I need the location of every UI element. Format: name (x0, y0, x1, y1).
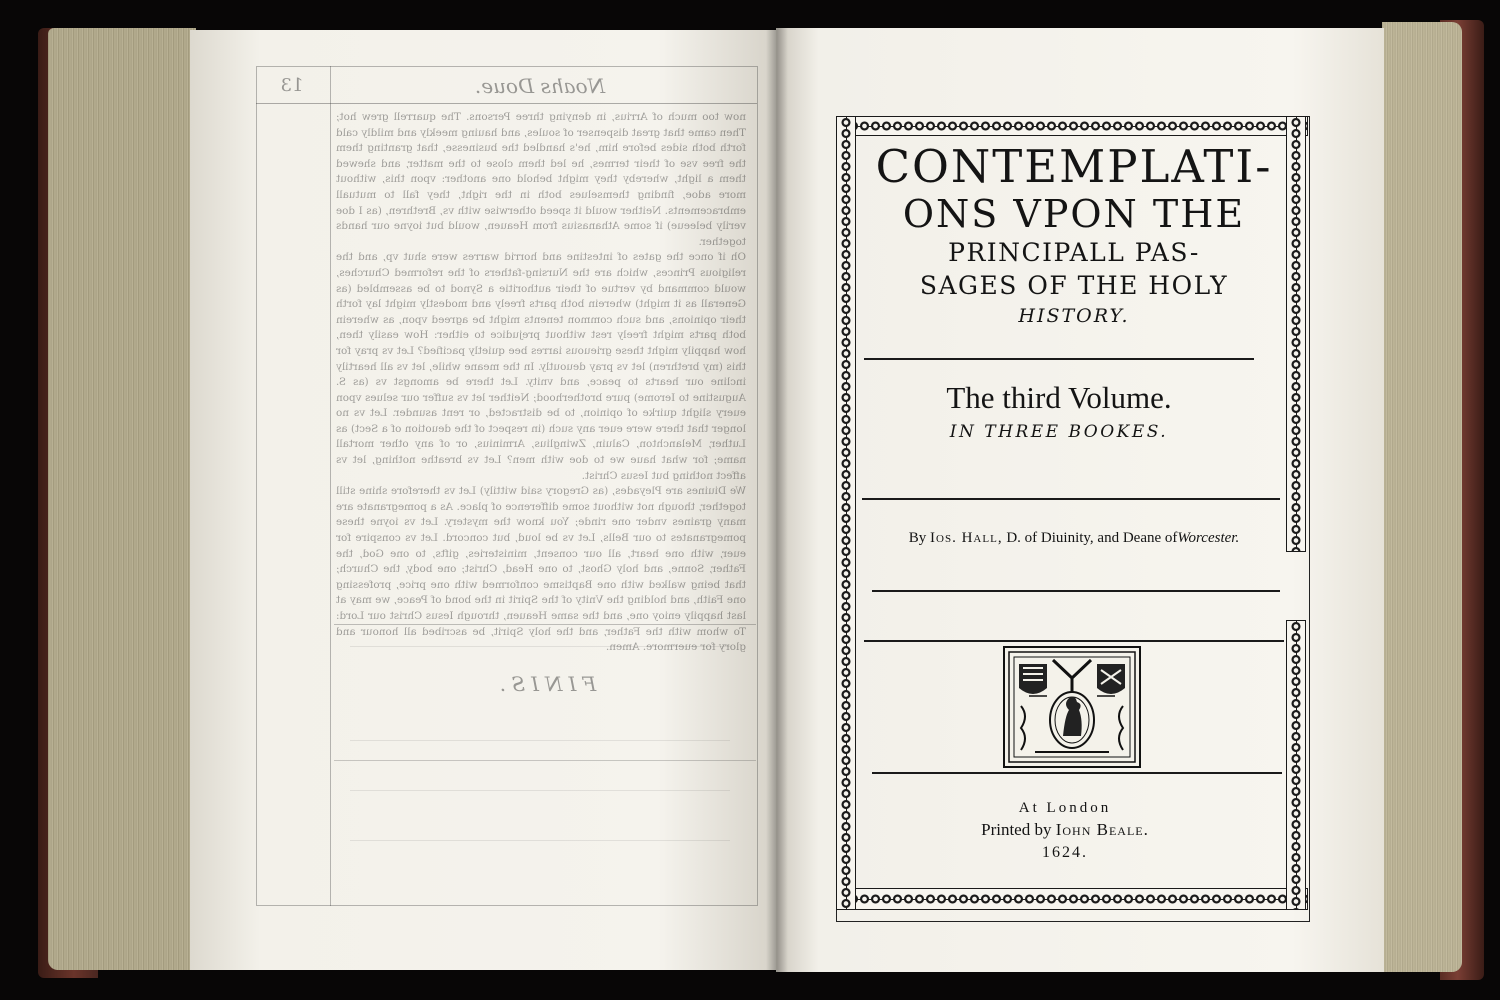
left-page-paragraph: now too much of Arrius, in denying three Persons. The quarrell grew hot; Then came that great dispenser of soules, and hauing meekly and mildly cald forth both sides before him, he's handled the businesse, that granting them the free vse of their termes, he led them close to the matter, and shewed them a light, whereby they might behold one another: vpon this, without more adoe, finding themselues both in the right, they fall to mutuall embracements. Neither would it speed otherwise with vs, Brethren, (as I doe verily beleeue) if some Athanasius from Heauen, would but ioyne our hands together. (336, 111, 746, 248)
title-line: HISTORY. (1018, 305, 1130, 327)
author-degree: D. of Diuinity, and Deane of (1006, 530, 1178, 546)
volume-statement: The third Volume. (946, 380, 1172, 415)
imprint (900, 798, 1230, 864)
divider-rule (864, 358, 1254, 360)
imprint-city: At London (1018, 800, 1112, 816)
ornamental-border-left (836, 116, 856, 910)
left-page-header-rule (256, 103, 757, 104)
printers-device-icon (1003, 646, 1141, 768)
left-page-running-head: Noahs Doue. (474, 74, 606, 98)
divider-rule (862, 498, 1280, 500)
page-edges-left (48, 28, 196, 970)
left-page-margin-rule (330, 66, 331, 906)
ornamental-border-right-upper (1286, 116, 1306, 552)
imprint-printer: Iohn Beale. (1055, 820, 1149, 839)
title-line: ONS VPON THE (902, 192, 1246, 236)
title-line: PRINCIPALL PAS- (948, 238, 1200, 267)
title-line: SAGES OF THE HOLY (919, 271, 1229, 300)
left-page-paragraph: Oh if once the gates of intestine and horrid warres were shut vp, and the religious Princes, which are the Nursing-fathers of the reformed Churches, would command by vertue of their authoritie a Synod to be assembled (as Generall as it might) wherein both parts freely and modestly might lay forth their opinions, and such common tenents might be agreed vpon, as wherein both parts might freely rest without prejudice to either: How easily then, how happily might these grieuous iarres bee quietly pacified? Let vs pray for this (my brethren) let vs pray deuoutly. In the meane while, let vs all heartily incline our hearts to peace, and vnity. Let there be amongst vs (as S. Augustine to Ierome) pure brotherhood; Neither let vs suffer our selues vpon euery slight quirke of opinion, to be distracted, or rent asunder. Let vs no longer that there were euer any such (in respect of the deuotion of a Sect) as Luther, Melanchton, Caluin, Zwinglius, Arminius, or of any other mortall name; for what haue we to doe with men? Let vs breathe nothing, let vs affect nothing but Iesus Christ. (336, 251, 746, 482)
author-by: By (908, 530, 927, 546)
imprint-year: 1624. (1042, 844, 1088, 861)
author-place: Worcester. (1177, 530, 1240, 546)
left-page-paragraph: We Diuines are Pleyades, (as Gregory said wittily) Let vs therefore shine still together, though not without some difference of place. As a pomegranate are many graines vnder one rinde; You know the mystery. Let vs ioyne these pomegranates to our Bells, Let vs be loud, but concord. Let vs conspire for euer, with one heart, all our consent, ministeries, gifts, to one God, the Father, Sonne, and holy Ghost, to one Head, Christ; one body, the Church; that being walked with one Baptisme conformed with one price, professing one Faith, and holding the Vnity of the Spirit in the bond of Peace, we may at last happily enioy one, and the same Heauen, through Iesus Christ our Lord: To whom with the Father, and the holy Spirit, be ascribed all honour and glory for euermore. Amen. (336, 485, 746, 654)
left-page-show-through-rule (334, 760, 756, 761)
imprint-printer-line (900, 818, 1230, 842)
ornamental-border-right-lower (1286, 620, 1306, 910)
left-page-body-text (336, 110, 746, 656)
divider-rule (864, 640, 1284, 642)
show-through-line (350, 646, 730, 647)
show-through-line (350, 840, 730, 841)
title-line: CONTEMPLATI- (875, 140, 1273, 193)
title-block (864, 142, 1284, 330)
books-statement: IN THREE BOOKES. (949, 422, 1169, 442)
book-gutter-shadow (766, 28, 788, 972)
show-through-line (350, 740, 730, 741)
left-page-number: 13 (280, 75, 304, 96)
ornamental-border-top (836, 116, 1308, 136)
left-page-show-through-rule (334, 624, 756, 625)
divider-rule (872, 590, 1280, 592)
author-statement (864, 530, 1284, 547)
divider-rule (872, 772, 1282, 774)
show-through-line (350, 790, 730, 791)
ornamental-border-bottom (836, 888, 1308, 910)
left-page-finis: FINIS. (493, 672, 597, 696)
author-name: Ios. Hall, (930, 530, 1003, 546)
page-edges-right (1382, 22, 1462, 972)
imprint-printed-by: Printed by (981, 820, 1052, 839)
